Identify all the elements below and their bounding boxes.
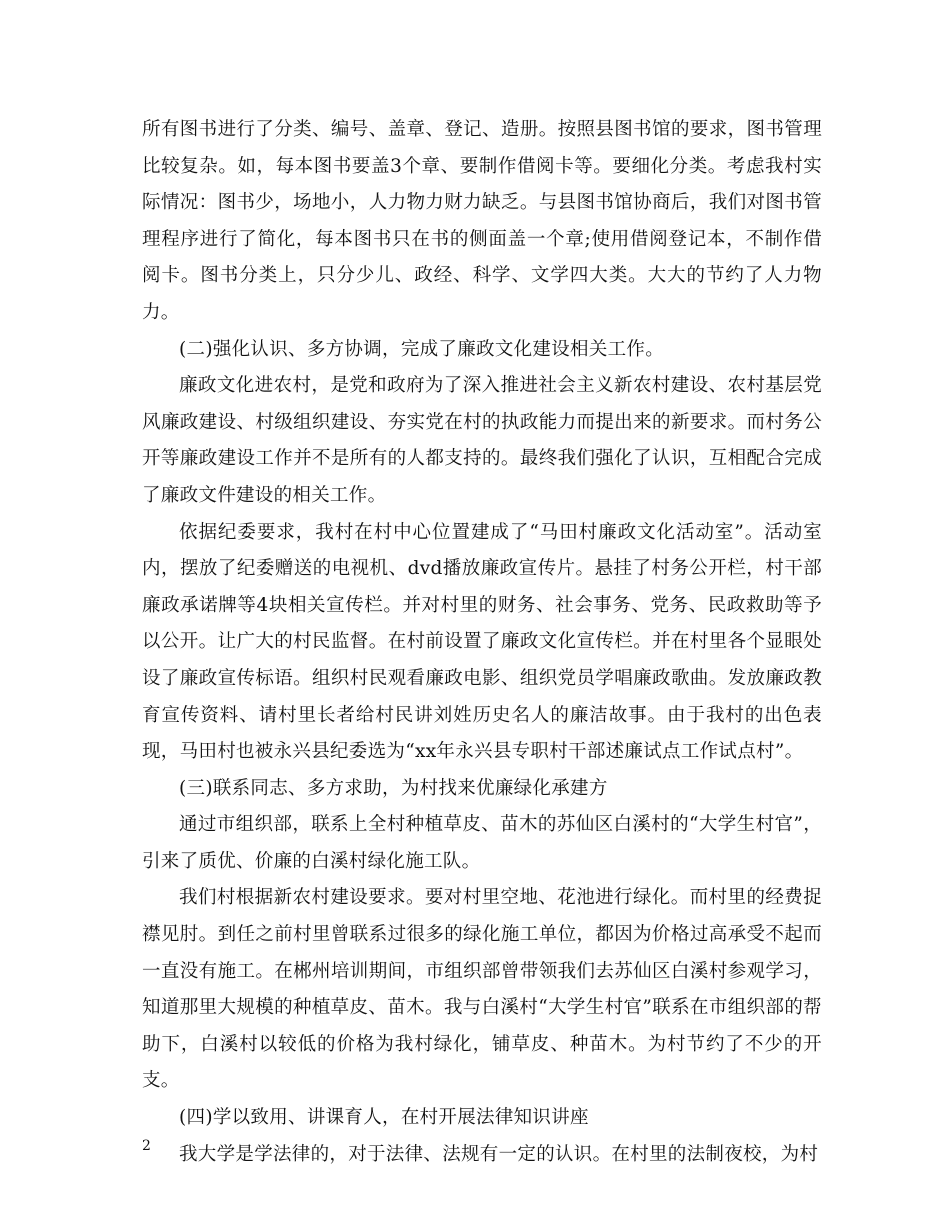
paragraph-6: 通过市组织部，联系上全村种植草皮、苗木的苏仙区白溪村的“大学生村官”，引来了质优、价廉的白溪村绿化施工队。 — [142, 814, 822, 872]
paragraph-4: 依据纪委要求，我村在村中心位置建成了“马田村廉政文化活动室”。活动室内，摆放了纪委赠送的电视机、dvd播放廉政宣传片。悬挂了村务公开栏，村干部廉政承诺牌等4块相关宣传栏。并对村里的财务、社会事务、党务、民政救助等予以公开。让广大的村民监督。在村前设置了廉政文化宣传栏。并在村里各个显眼处设了廉政宣传标语。组织村民观看廉政电影、组织党员学唱廉政歌曲。发放廉政教育宣传资料、请村里长者给村民讲刘姓历史名人的廉洁故事。由于我村的出色表现，马田村也被永兴县纪委选为“xx年永兴县专职村干部述廉试点工作试点村”。 — [142, 521, 822, 763]
section-heading-2: (二)强化认识、多方协调，完成了廉政文化建设相关工作。 — [179, 338, 665, 360]
document-body — [142, 112, 822, 1173]
paragraph-7: 我们村根据新农村建设要求。要对村里空地、花池进行绿化。而村里的经费捉襟见肘。到任之前村里曾联系过很多的绿化施工单位，都因为价格过高承受不起而一直没有施工。在郴州培训期间，市组织部曾带领我们去苏仙区白溪村参观学习，知道那里大规模的种植草皮、苗木。我与白溪村“大学生村官”联系在市组织部的帮助下，白溪村以较低的价格为我村绿化，铺草皮、种苗木。为村节约了不少的开支。 — [142, 887, 822, 1092]
paragraph-3: 廉政文化进农村，是党和政府为了深入推进社会主义新农村建设、农村基层党风廉政建设、村级组织建设、夯实党在村的执政能力而提出来的新要求。而村务公开等廉政建设工作并不是所有的人都支持的。最终我们强化了认识，互相配合完成了廉政文件建设的相关工作。 — [142, 375, 822, 506]
section-heading-4: (四)学以致用、讲课育人，在村开展法律知识讲座 — [179, 1107, 589, 1129]
section-heading-3: (三)联系同志、多方求助，为村找来优廉绿化承建方 — [179, 777, 608, 799]
paragraph-1: 所有图书进行了分类、编号、盖章、登记、造册。按照县图书馆的要求，图书管理比较复杂。如，每本图书要盖3个章、要制作借阅卡等。要细化分类。考虑我村实际情况：图书少，场地小，人力物力财力缺乏。与县图书馆协商后，我们对图书管理程序进行了简化，每本图书只在书的侧面盖一个章;使用借阅登记本，不制作借阅卡。图书分类上，只分少儿、政经、科学、文学四大类。大大的节约了人力物力。 — [142, 119, 822, 323]
paragraph-9: 我大学是学法律的，对于法律、法规有一定的认识。在村里的法制夜校，为村 — [179, 1143, 819, 1165]
page-number: 2 — [142, 1138, 151, 1154]
